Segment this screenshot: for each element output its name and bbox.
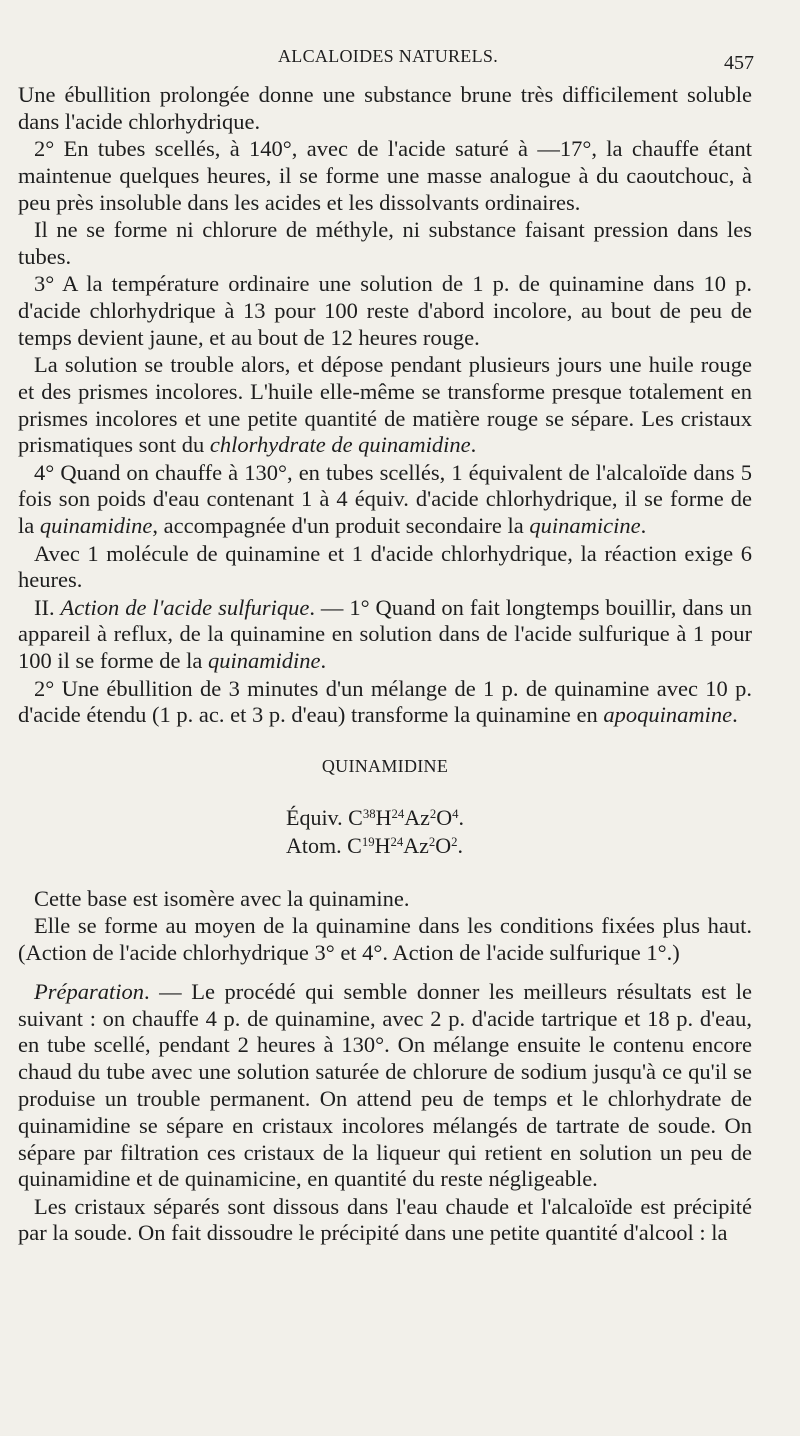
italic-text: quinamidine	[39, 513, 153, 539]
paragraph	[18, 676, 752, 730]
paragraph	[18, 82, 752, 136]
paragraph	[18, 271, 752, 351]
running-title: ALCALOIDES NATURELS.	[278, 46, 498, 66]
paragraph	[18, 460, 752, 540]
italic-text: chlorhydrate de quinamidine	[209, 432, 471, 458]
paragraph	[18, 913, 752, 967]
text-run: .	[470, 432, 477, 458]
formula-element: .	[458, 804, 464, 830]
text-run: 4° Quand on chauffe à 130°, en tubes scellés, 1 équivalent de l'alcaloïde dans 5 fois son poids d'eau contenant 1 à 4 équiv. d'acide chlorhydrique, il se forme de la	[18, 459, 752, 539]
paragraph	[18, 136, 752, 216]
italic-text: quinamicine	[529, 513, 641, 539]
formula-subscript: 2	[429, 806, 437, 821]
formula-subscript: 2	[428, 834, 436, 849]
formula-subscript: 19	[361, 834, 375, 849]
text-run: . — 1° Quand on fait longtemps bouillir, dans un appareil à reflux, de la quinamine en solution dans de l'acide sulfurique à 1 pour 100 il se forme de la	[18, 594, 752, 674]
italic-text: quinamidine	[207, 648, 321, 674]
formula-element: O	[435, 832, 452, 858]
page-number: 457	[724, 52, 754, 74]
formula-label: Atom.	[286, 832, 348, 858]
italic-text: apoquinamine	[603, 702, 733, 728]
text-run: Une ébullition prolongée donne une substance brune très difficilement soluble dans l'acide chlorhydrique.	[18, 82, 752, 134]
italic-text: Préparation	[34, 978, 144, 1004]
formula-element: C	[348, 804, 363, 830]
text-run: 2° Une ébullition de 3 minutes d'un mélange de 1 p. de quinamine avec 10 p. d'acide étendu (1 p. ac. et 3 p. d'eau) transforme la quinamine en	[18, 675, 752, 728]
formula-element: .	[457, 832, 463, 858]
formula-element: Az	[404, 804, 430, 830]
formula-subscript: 24	[391, 806, 405, 821]
text-run: 2° En tubes scellés, à 140°, avec de l'acide saturé à —17°, la chauffe étant maintenue quelques heures, il se forme une masse analogue à du caoutchouc, à peu près insoluble dans les acides et les dissolvants ordinaires.	[18, 136, 752, 215]
paragraph	[18, 217, 752, 271]
formula-subscript: 38	[362, 806, 376, 821]
text-run: 3° A la température ordinaire une solution de 1 p. de quinamine dans 10 p. d'acide chlorhydrique à 13 pour 100 reste d'abord incolore, au bout de peu de temps devient jaune, et au bout de 12 heures rouge.	[18, 271, 752, 350]
formula-label: Équiv.	[286, 804, 349, 830]
text-run: .	[320, 648, 327, 674]
section-title: QUINAMIDINE	[321, 756, 449, 777]
formula-subscript: 24	[390, 834, 404, 849]
text-run: . — Le procédé qui semble donner les meilleurs résultats est le suivant : on chauffe 4 p. de quinamine, avec 2 p. d'acide tartrique et 18 p. d'eau, en tube scellé, pendant 2 heures à 130°. On mélange ensuite le contenu encore chaud du tube avec une solution saturée de chlorure de sodium jusqu'à ce qu'il se produise un trouble permanent. On attend peu de temps et le chlorhydrate de quinamidine se sépare en cristaux incolores mélangés de tartrate de soude. On sépare par filtration ces cristaux de la liqueur qui retient en solution un peu de quinamidine et de quinamicine, en quantité du reste négligeable.	[18, 978, 752, 1192]
formula-atom	[286, 832, 752, 860]
formula-element: H	[375, 804, 392, 830]
page-header	[0, 46, 800, 76]
paragraph	[18, 352, 752, 459]
paragraph	[18, 1194, 752, 1248]
text-run: .	[732, 702, 738, 728]
paragraph	[18, 541, 752, 595]
text-run: Il ne se forme ni chlorure de méthyle, ni substance faisant pression dans les tubes.	[18, 216, 752, 269]
text-run: .	[640, 513, 647, 539]
page-body	[18, 82, 752, 1247]
text-run: II.	[34, 594, 61, 620]
text-run: , accompagnée d'un produit secondaire la	[152, 513, 530, 539]
formula-element: Az	[403, 832, 429, 858]
formula-element: H	[374, 832, 391, 858]
formula-subscript: 4	[452, 806, 459, 821]
italic-text: Action de l'acide sulfurique	[60, 594, 310, 620]
paragraph	[18, 595, 752, 675]
formula-equiv	[286, 804, 752, 832]
text-run: Avec 1 molécule de quinamine et 1 d'acide chlorhydrique, la réaction exige 6 heures.	[18, 540, 752, 593]
paragraph	[18, 886, 752, 913]
formula-element: C	[347, 832, 362, 858]
text-run: Les cristaux séparés sont dissous dans l'eau chaude et l'alcaloïde est précipité par la soude. On fait dissoudre le précipité dans une petite quantité d'alcool : la	[18, 1193, 752, 1246]
text-run: La solution se trouble alors, et dépose pendant plusieurs jours une huile rouge et des prismes incolores. L'huile elle-même se transforme presque totalement en prismes incolores et une petite quantité de matière rouge se sépare. Les cristaux prismatiques sont du	[18, 351, 752, 458]
formula-element: O	[436, 804, 453, 830]
formula-block	[18, 804, 752, 860]
formula-subscript: 2	[451, 834, 458, 849]
paragraph	[18, 979, 752, 1193]
text-run: Elle se forme au moyen de la quinamine dans les conditions fixées plus haut. (Action de l'acide chlorhydrique 3° et 4°. Action de l'acide sulfurique 1°.)	[18, 913, 752, 966]
text-run: Cette base est isomère avec la quinamine.	[34, 885, 410, 911]
